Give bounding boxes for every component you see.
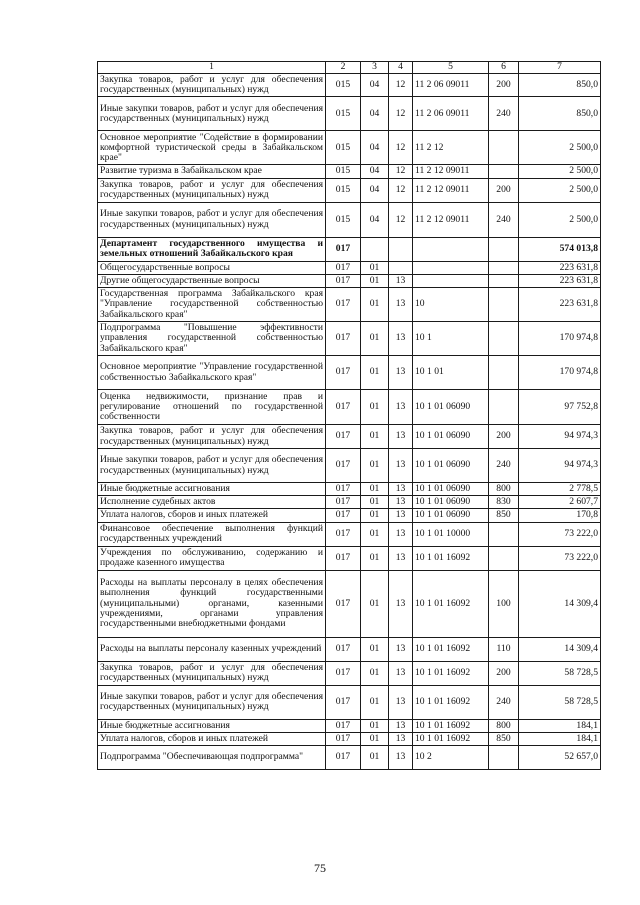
row-expense-type: 830 xyxy=(489,496,519,509)
table-row xyxy=(98,685,601,719)
row-amount: 97 752,8 xyxy=(519,390,601,425)
row-expense-type: 200 xyxy=(489,661,519,685)
row-target-code: 10 1 01 16092 xyxy=(413,732,489,745)
row-ministry-code: 017 xyxy=(326,288,361,322)
row-name: Финансовое обеспечение выполнения функций государственных учреждений xyxy=(98,522,326,546)
table-row xyxy=(98,449,601,483)
row-ministry-code: 017 xyxy=(326,719,361,732)
row-section-code: 01 xyxy=(361,390,389,425)
row-name: Другие общегосударственные вопросы xyxy=(98,274,326,287)
row-amount: 73 222,0 xyxy=(519,546,601,570)
row-name: Закупка товаров, работ и услуг для обеспечения государственных (муниципальных) нужд xyxy=(98,74,326,97)
row-amount: 223 631,8 xyxy=(519,288,601,322)
table-row xyxy=(98,746,601,770)
row-amount: 94 974,3 xyxy=(519,449,601,483)
row-target-code: 11 2 12 xyxy=(413,131,489,165)
row-target-code: 10 xyxy=(413,288,489,322)
row-amount: 2 500,0 xyxy=(519,131,601,165)
row-expense-type: 240 xyxy=(489,97,519,131)
row-section-code: 04 xyxy=(361,74,389,97)
row-target-code: 10 1 01 06090 xyxy=(413,425,489,449)
row-name: Закупка товаров, работ и услуг для обеспечения государственных (муниципальных) нужд xyxy=(98,178,326,202)
row-amount: 184,1 xyxy=(519,719,601,732)
table-row xyxy=(98,496,601,509)
row-expense-type xyxy=(489,274,519,287)
table-row xyxy=(98,425,601,449)
table-row xyxy=(98,74,601,97)
row-section-code: 04 xyxy=(361,202,389,237)
row-section-code: 01 xyxy=(361,685,389,719)
row-name: Уплата налогов, сборов и иных платежей xyxy=(98,732,326,745)
row-ministry-code: 015 xyxy=(326,165,361,178)
header-col-1: 1 xyxy=(98,62,326,74)
row-target-code: 10 1 01 xyxy=(413,356,489,390)
page-number: 75 xyxy=(314,861,326,875)
row-subsection-code: 13 xyxy=(389,719,413,732)
row-target-code: 10 1 01 06090 xyxy=(413,509,489,522)
row-subsection-code: 12 xyxy=(389,97,413,131)
row-expense-type xyxy=(489,288,519,322)
row-subsection-code: 13 xyxy=(389,449,413,483)
row-ministry-code: 017 xyxy=(326,356,361,390)
row-target-code: 10 1 01 10000 xyxy=(413,522,489,546)
row-section-code xyxy=(361,237,389,261)
table-row xyxy=(98,546,601,570)
row-subsection-code xyxy=(389,261,413,274)
table-row xyxy=(98,274,601,287)
table-row xyxy=(98,509,601,522)
row-ministry-code: 017 xyxy=(326,237,361,261)
row-section-code: 01 xyxy=(361,732,389,745)
row-name: Закупка товаров, работ и услуг для обеспечения государственных (муниципальных) нужд xyxy=(98,425,326,449)
row-target-code: 10 1 01 16092 xyxy=(413,637,489,661)
row-expense-type xyxy=(489,356,519,390)
header-col-5: 5 xyxy=(413,62,489,74)
row-section-code: 01 xyxy=(361,570,389,637)
row-name: Государственная программа Забайкальского края "Управление государственной собственностью Забайкальского края" xyxy=(98,288,326,322)
row-section-code: 04 xyxy=(361,97,389,131)
row-subsection-code: 12 xyxy=(389,74,413,97)
row-subsection-code: 13 xyxy=(389,746,413,770)
table-row xyxy=(98,390,601,425)
table-row xyxy=(98,732,601,745)
row-section-code: 01 xyxy=(361,288,389,322)
row-ministry-code: 017 xyxy=(326,637,361,661)
header-col-4: 4 xyxy=(389,62,413,74)
row-ministry-code: 017 xyxy=(326,546,361,570)
row-amount: 2 500,0 xyxy=(519,178,601,202)
row-name: Иные закупки товаров, работ и услуг для обеспечения государственных (муниципальных) нужд xyxy=(98,97,326,131)
row-subsection-code: 13 xyxy=(389,390,413,425)
table-row xyxy=(98,97,601,131)
row-expense-type: 240 xyxy=(489,202,519,237)
row-ministry-code: 017 xyxy=(326,483,361,496)
row-target-code: 11 2 12 09011 xyxy=(413,202,489,237)
row-amount: 58 728,5 xyxy=(519,661,601,685)
row-expense-type xyxy=(489,131,519,165)
table-row xyxy=(98,719,601,732)
row-expense-type: 240 xyxy=(489,449,519,483)
row-amount: 223 631,8 xyxy=(519,261,601,274)
row-target-code: 10 1 01 06090 xyxy=(413,483,489,496)
row-ministry-code: 017 xyxy=(326,390,361,425)
row-amount: 52 657,0 xyxy=(519,746,601,770)
row-name: Оценка недвижимости, признание прав и регулирование отношений по государственной собственности xyxy=(98,390,326,425)
row-expense-type: 800 xyxy=(489,483,519,496)
row-section-code: 01 xyxy=(361,509,389,522)
row-name: Расходы на выплаты персоналу казенных учреждений xyxy=(98,637,326,661)
table-row xyxy=(98,202,601,237)
row-target-code: 10 1 01 16092 xyxy=(413,719,489,732)
row-name: Развитие туризма в Забайкальском крае xyxy=(98,165,326,178)
row-expense-type: 200 xyxy=(489,74,519,97)
row-section-code: 01 xyxy=(361,546,389,570)
row-subsection-code: 12 xyxy=(389,131,413,165)
row-section-code: 01 xyxy=(361,483,389,496)
row-amount: 2 500,0 xyxy=(519,202,601,237)
row-name: Общегосударственные вопросы xyxy=(98,261,326,274)
table-row xyxy=(98,522,601,546)
row-ministry-code: 017 xyxy=(326,496,361,509)
row-subsection-code: 12 xyxy=(389,178,413,202)
row-name: Иные закупки товаров, работ и услуг для обеспечения государственных (муниципальных) нужд xyxy=(98,685,326,719)
row-ministry-code: 015 xyxy=(326,74,361,97)
row-target-code: 10 1 xyxy=(413,322,489,356)
row-ministry-code: 017 xyxy=(326,509,361,522)
row-subsection-code: 13 xyxy=(389,496,413,509)
row-target-code: 10 1 01 06090 xyxy=(413,390,489,425)
row-expense-type xyxy=(489,261,519,274)
row-section-code: 01 xyxy=(361,661,389,685)
row-name: Основное мероприятие "Содействие в формировании комфортной туристической среды в Забайкальском крае" xyxy=(98,131,326,165)
row-amount: 170 974,8 xyxy=(519,356,601,390)
table-row xyxy=(98,178,601,202)
row-target-code: 10 2 xyxy=(413,746,489,770)
row-expense-type xyxy=(489,165,519,178)
row-subsection-code: 13 xyxy=(389,546,413,570)
row-name: Иные закупки товаров, работ и услуг для обеспечения государственных (муниципальных) нужд xyxy=(98,202,326,237)
row-name: Расходы на выплаты персоналу в целях обеспечения выполнения функций государственными (муниципальными) органами, казенными учреждениями, органами управления государственными внебюджетными фондами xyxy=(98,570,326,637)
row-ministry-code: 017 xyxy=(326,732,361,745)
row-target-code: 11 2 12 09011 xyxy=(413,165,489,178)
row-expense-type: 800 xyxy=(489,719,519,732)
row-subsection-code: 13 xyxy=(389,288,413,322)
row-expense-type xyxy=(489,522,519,546)
row-ministry-code: 017 xyxy=(326,425,361,449)
table-row xyxy=(98,637,601,661)
row-expense-type: 100 xyxy=(489,570,519,637)
row-ministry-code: 017 xyxy=(326,322,361,356)
row-amount: 94 974,3 xyxy=(519,425,601,449)
row-name: Подпрограмма "Обеспечивающая подпрограмма" xyxy=(98,746,326,770)
row-name: Подпрограмма "Повышение эффективности управления государственной собственностью Забайкальского края" xyxy=(98,322,326,356)
row-section-code: 01 xyxy=(361,356,389,390)
row-ministry-code: 017 xyxy=(326,746,361,770)
row-subsection-code: 13 xyxy=(389,570,413,637)
row-subsection-code: 12 xyxy=(389,202,413,237)
row-subsection-code: 13 xyxy=(389,661,413,685)
row-subsection-code: 13 xyxy=(389,322,413,356)
row-expense-type xyxy=(489,546,519,570)
row-target-code: 10 1 01 16092 xyxy=(413,546,489,570)
row-target-code: 11 2 06 09011 xyxy=(413,74,489,97)
row-amount: 73 222,0 xyxy=(519,522,601,546)
row-target-code xyxy=(413,237,489,261)
table-row xyxy=(98,237,601,261)
row-subsection-code: 13 xyxy=(389,483,413,496)
row-section-code: 01 xyxy=(361,274,389,287)
row-ministry-code: 015 xyxy=(326,202,361,237)
row-ministry-code: 017 xyxy=(326,661,361,685)
row-amount: 14 309,4 xyxy=(519,637,601,661)
row-amount: 14 309,4 xyxy=(519,570,601,637)
row-amount: 2 778,5 xyxy=(519,483,601,496)
row-section-code: 01 xyxy=(361,449,389,483)
row-name: Основное мероприятие "Управление государственной собственностью Забайкальского края" xyxy=(98,356,326,390)
row-name: Иные закупки товаров, работ и услуг для обеспечения государственных (муниципальных) нужд xyxy=(98,449,326,483)
row-ministry-code: 017 xyxy=(326,570,361,637)
row-subsection-code: 13 xyxy=(389,732,413,745)
row-subsection-code: 13 xyxy=(389,509,413,522)
row-subsection-code: 13 xyxy=(389,425,413,449)
row-name: Департамент государственного имущества и земельных отношений Забайкальского края xyxy=(98,237,326,261)
header-col-2: 2 xyxy=(326,62,361,74)
row-expense-type xyxy=(489,746,519,770)
table-row xyxy=(98,322,601,356)
row-ministry-code: 017 xyxy=(326,261,361,274)
row-amount: 574 013,8 xyxy=(519,237,601,261)
header-col-3: 3 xyxy=(361,62,389,74)
row-target-code: 10 1 01 06090 xyxy=(413,449,489,483)
row-section-code: 04 xyxy=(361,165,389,178)
row-amount: 170 974,8 xyxy=(519,322,601,356)
table-row xyxy=(98,261,601,274)
row-section-code: 01 xyxy=(361,261,389,274)
table-row xyxy=(98,165,601,178)
row-name: Уплата налогов, сборов и иных платежей xyxy=(98,509,326,522)
row-ministry-code: 015 xyxy=(326,178,361,202)
row-target-code xyxy=(413,261,489,274)
table-row xyxy=(98,483,601,496)
row-target-code: 10 1 01 06090 xyxy=(413,496,489,509)
row-subsection-code: 13 xyxy=(389,522,413,546)
row-amount: 170,8 xyxy=(519,509,601,522)
row-ministry-code: 017 xyxy=(326,522,361,546)
table-row xyxy=(98,661,601,685)
header-row xyxy=(98,62,601,74)
row-ministry-code: 015 xyxy=(326,131,361,165)
row-amount: 2 607,7 xyxy=(519,496,601,509)
row-target-code: 11 2 06 09011 xyxy=(413,97,489,131)
row-name: Иные бюджетные ассигнования xyxy=(98,483,326,496)
row-expense-type xyxy=(489,322,519,356)
row-target-code: 11 2 12 09011 xyxy=(413,178,489,202)
row-amount: 184,1 xyxy=(519,732,601,745)
row-subsection-code: 13 xyxy=(389,356,413,390)
table-row xyxy=(98,570,601,637)
header-col-6: 6 xyxy=(489,62,519,74)
row-subsection-code: 12 xyxy=(389,165,413,178)
row-subsection-code: 13 xyxy=(389,637,413,661)
row-subsection-code xyxy=(389,237,413,261)
table-row xyxy=(98,131,601,165)
row-section-code: 01 xyxy=(361,322,389,356)
row-expense-type xyxy=(489,390,519,425)
budget-table xyxy=(97,61,601,770)
row-ministry-code: 017 xyxy=(326,449,361,483)
row-amount: 58 728,5 xyxy=(519,685,601,719)
row-expense-type: 200 xyxy=(489,425,519,449)
row-section-code: 01 xyxy=(361,719,389,732)
row-subsection-code: 13 xyxy=(389,274,413,287)
row-expense-type xyxy=(489,237,519,261)
row-amount: 223 631,8 xyxy=(519,274,601,287)
table-row xyxy=(98,288,601,322)
table-row xyxy=(98,356,601,390)
row-target-code: 10 1 01 16092 xyxy=(413,661,489,685)
row-ministry-code: 017 xyxy=(326,274,361,287)
table-body xyxy=(98,74,601,770)
row-section-code: 01 xyxy=(361,637,389,661)
row-section-code: 04 xyxy=(361,178,389,202)
row-expense-type: 240 xyxy=(489,685,519,719)
row-section-code: 01 xyxy=(361,522,389,546)
row-ministry-code: 015 xyxy=(326,97,361,131)
row-expense-type: 850 xyxy=(489,509,519,522)
row-amount: 850,0 xyxy=(519,74,601,97)
row-name: Учреждения по обслуживанию, содержанию и продаже казенного имущества xyxy=(98,546,326,570)
row-expense-type: 110 xyxy=(489,637,519,661)
row-section-code: 01 xyxy=(361,496,389,509)
row-amount: 850,0 xyxy=(519,97,601,131)
row-subsection-code: 13 xyxy=(389,685,413,719)
row-name: Иные бюджетные ассигнования xyxy=(98,719,326,732)
row-name: Закупка товаров, работ и услуг для обеспечения государственных (муниципальных) нужд xyxy=(98,661,326,685)
header-col-7: 7 xyxy=(519,62,601,74)
row-section-code: 04 xyxy=(361,131,389,165)
row-name: Исполнение судебных актов xyxy=(98,496,326,509)
row-ministry-code: 017 xyxy=(326,685,361,719)
row-section-code: 01 xyxy=(361,425,389,449)
row-expense-type: 850 xyxy=(489,732,519,745)
row-expense-type: 200 xyxy=(489,178,519,202)
row-target-code: 10 1 01 16092 xyxy=(413,685,489,719)
row-target-code xyxy=(413,274,489,287)
row-section-code: 01 xyxy=(361,746,389,770)
row-target-code: 10 1 01 16092 xyxy=(413,570,489,637)
row-amount: 2 500,0 xyxy=(519,165,601,178)
